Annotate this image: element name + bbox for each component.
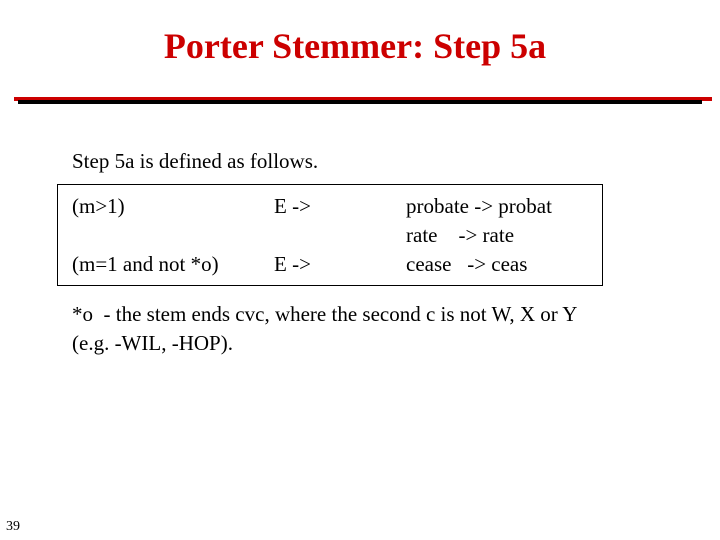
rule-2-action: E ->	[274, 252, 311, 276]
rule-1-condition: (m>1)	[72, 194, 125, 218]
title-rule-black	[18, 100, 702, 104]
example-probate: probate -> probat	[406, 194, 552, 218]
example-rate: rate -> rate	[406, 223, 515, 247]
page-number: 39	[6, 519, 20, 534]
cvc-note	[72, 300, 577, 358]
slide-title: Porter Stemmer: Step 5a	[163, 26, 547, 66]
example-cease: cease -> ceas	[406, 252, 528, 276]
intro-text: Step 5a is defined as follows.	[72, 149, 319, 173]
cvc-note-line-1: *o - the stem ends cvc, where the second c is not W, X or Y	[72, 302, 578, 326]
cvc-note-line-2: (e.g. -WIL, -HOP).	[72, 331, 233, 355]
rule-2-condition: (m=1 and not *o)	[72, 252, 219, 276]
rule-1-action: E ->	[274, 194, 311, 218]
